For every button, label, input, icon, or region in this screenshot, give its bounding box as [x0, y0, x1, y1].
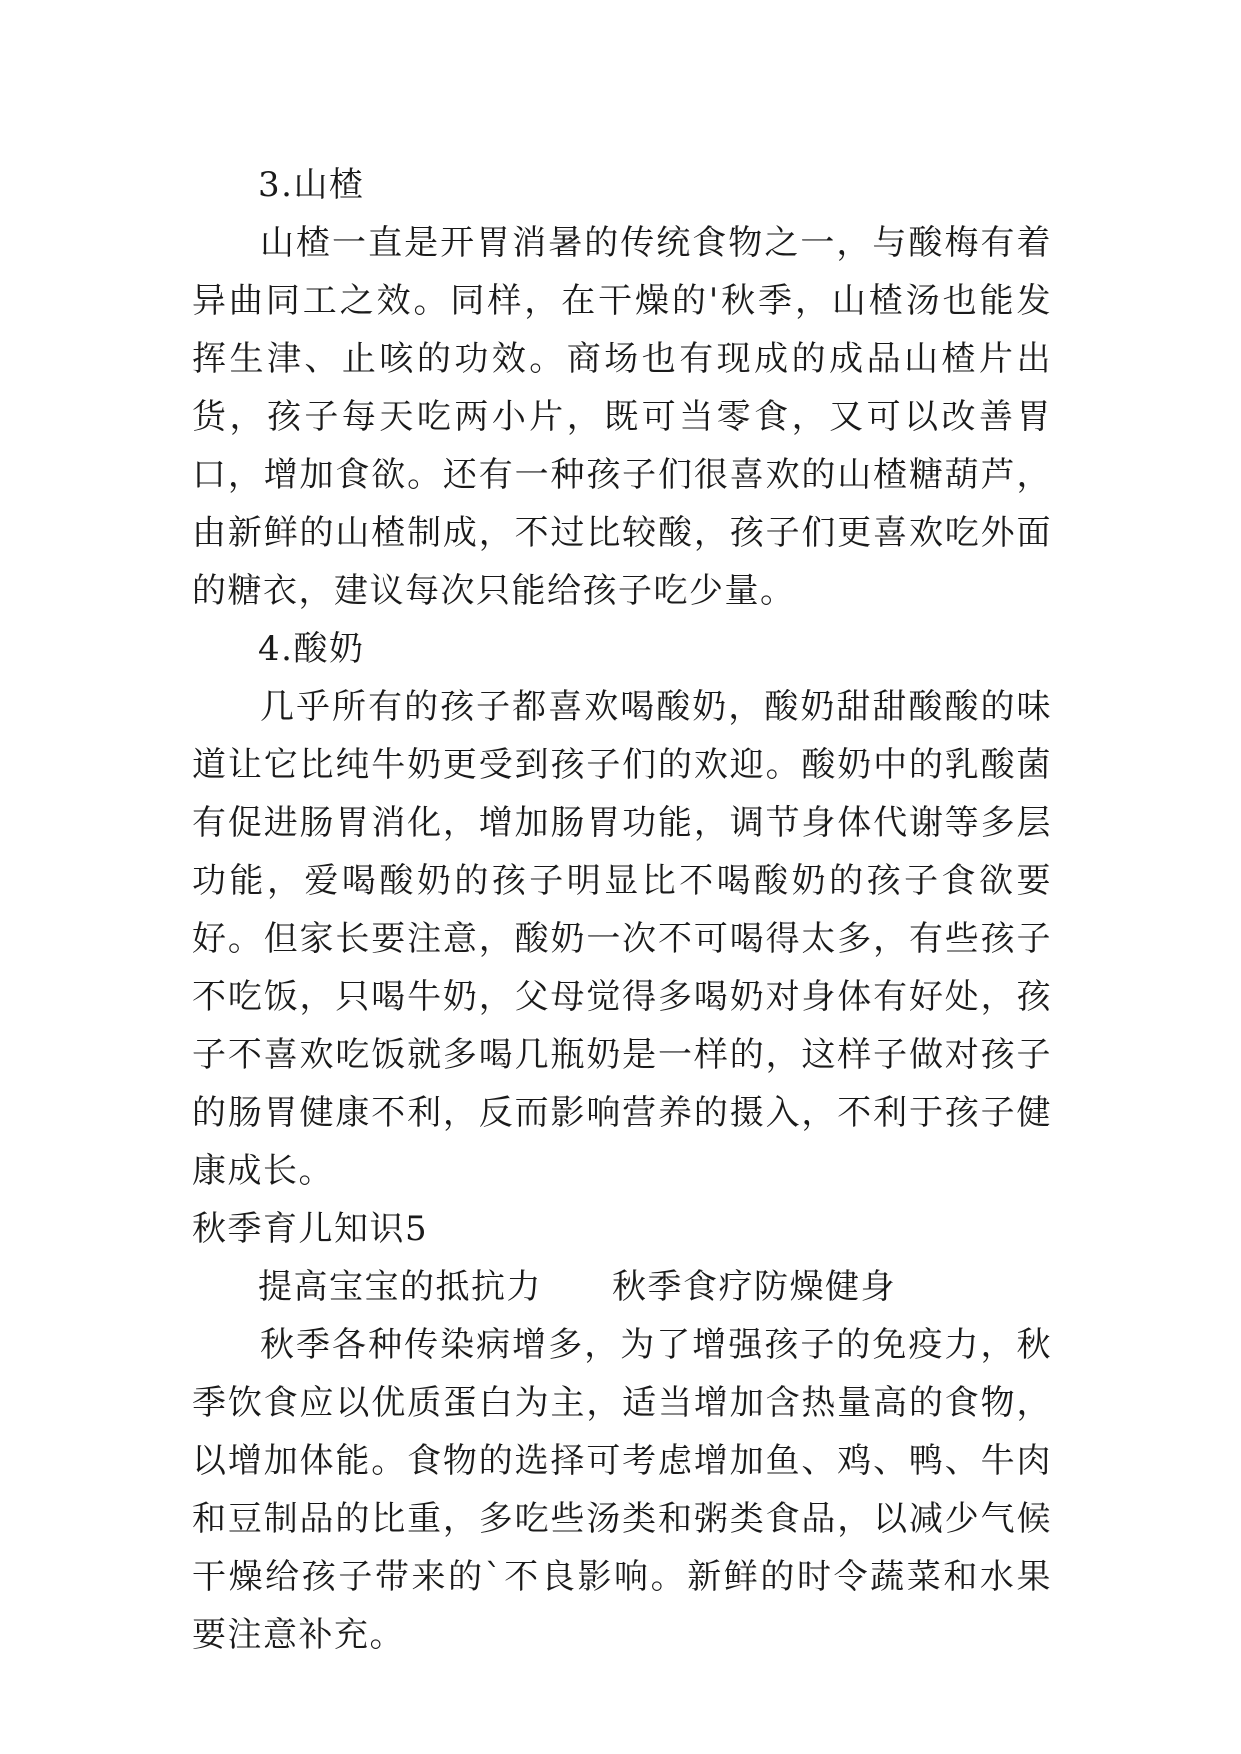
paragraph-autumn-diet: 秋季各种传染病增多，为了增强孩子的免疫力，秋季饮食应以优质蛋白为主，适当增加含热量高的食物，以增加体能。食物的选择可考虑增加鱼、鸡、鸭、牛肉和豆制品的比重，多吃些汤类和粥类食品，以减少气候干燥给孩子带来的`不良影响。新鲜的时令蔬菜和水果要注意补充。	[192, 1325, 1052, 1655]
section-title: 秋季育儿知识5	[192, 1209, 429, 1249]
subheading-hawthorn: 3.山楂	[258, 165, 365, 205]
document-body	[192, 156, 1052, 1664]
subheading-immunity-right: 秋季食疗防燥健身	[612, 1267, 896, 1307]
subheading-immunity	[192, 1258, 1052, 1316]
paragraph-hawthorn: 山楂一直是开胃消暑的传统食物之一，与酸梅有着异曲同工之效。同样，在干燥的'秋季，山楂汤也能发挥生津、止咳的功效。商场也有现成的成品山楂片出货，孩子每天吃两小片，既可当零食，又可以改善胃口，增加食欲。还有一种孩子们很喜欢的山楂糖葫芦，由新鲜的山楂制成，不过比较酸，孩子们更喜欢吃外面的糖衣，建议每次只能给孩子吃少量。	[192, 223, 1052, 611]
subheading-yogurt: 4.酸奶	[258, 629, 365, 669]
subheading-immunity-left: 提高宝宝的抵抗力	[258, 1267, 542, 1307]
paragraph-yogurt: 几乎所有的孩子都喜欢喝酸奶，酸奶甜甜酸酸的味道让它比纯牛奶更受到孩子们的欢迎。酸奶中的乳酸菌有促进肠胃消化，增加肠胃功能，调节身体代谢等多层功能，爱喝酸奶的孩子明显比不喝酸奶的孩子食欲要好。但家长要注意，酸奶一次不可喝得太多，有些孩子不吃饭，只喝牛奶，父母觉得多喝奶对身体有好处，孩子不喜欢吃饭就多喝几瓶奶是一样的，这样子做对孩子的肠胃健康不利，反而影响营养的摄入，不利于孩子健康成长。	[192, 687, 1052, 1191]
